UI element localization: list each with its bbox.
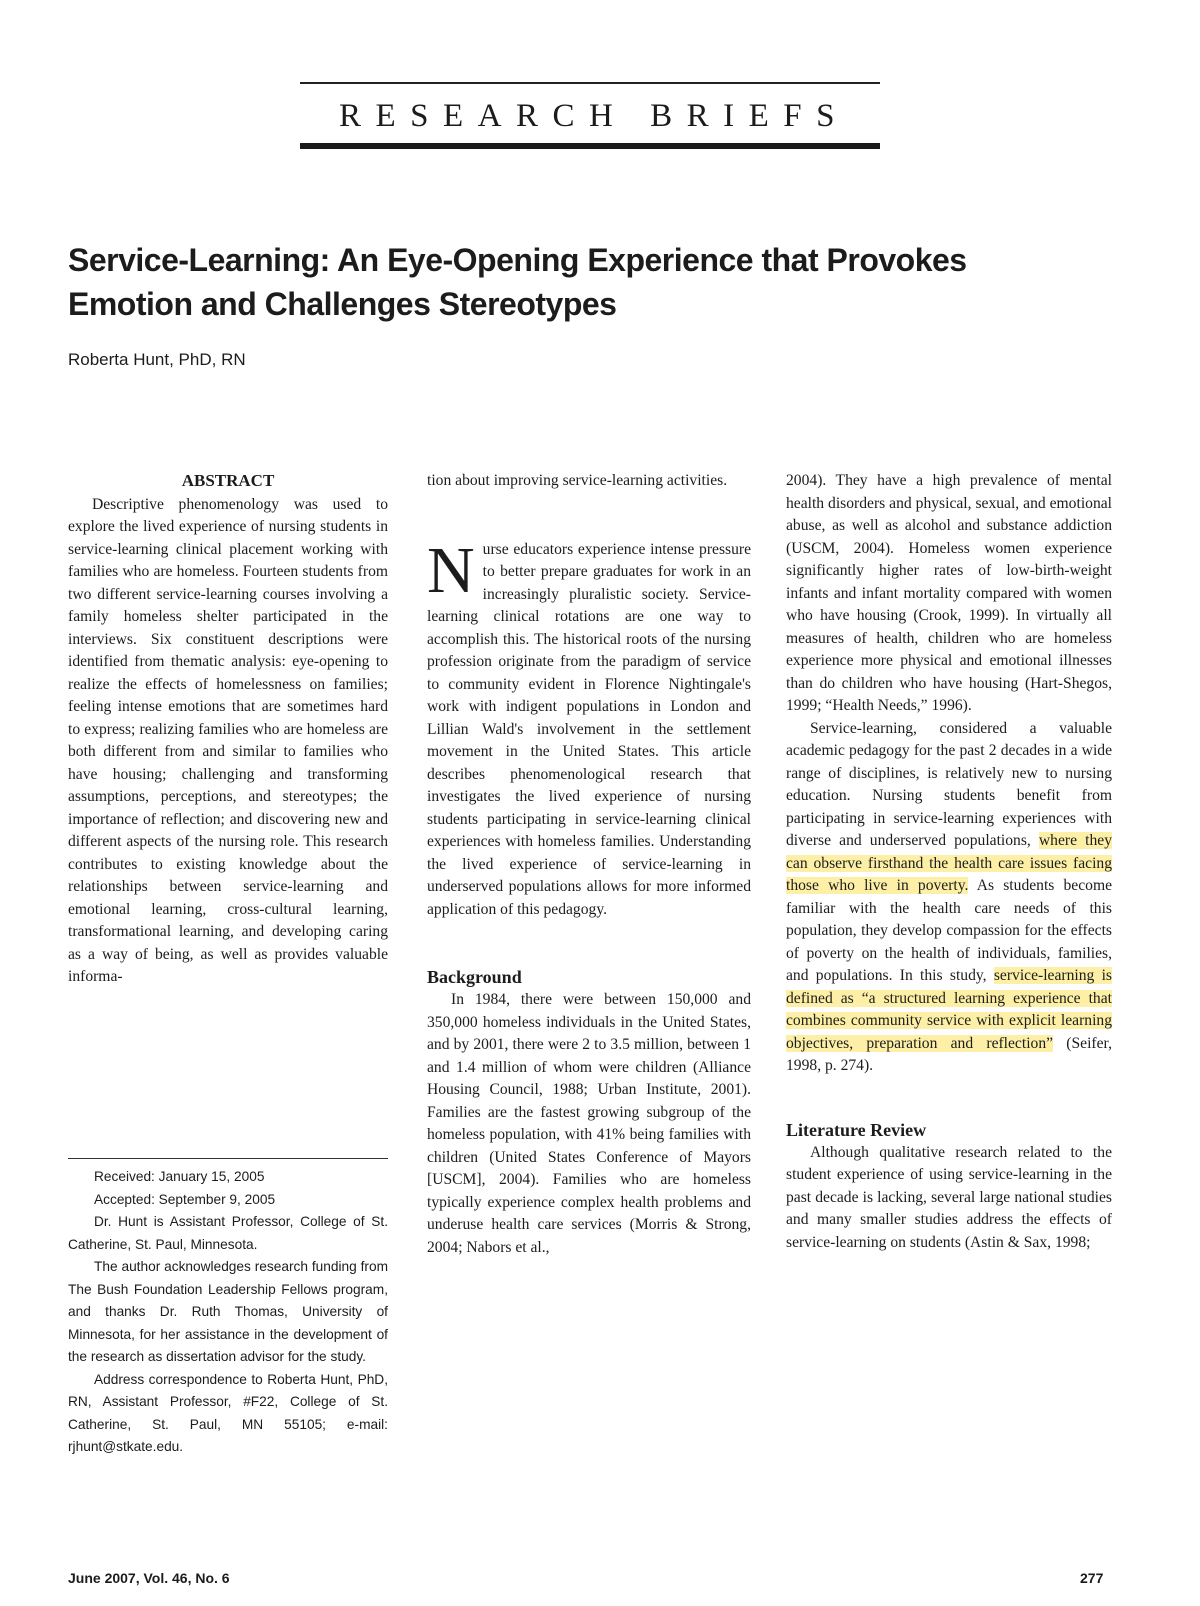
intro-text: urse educators experience intense pressure to better prepare graduates for work in an increasingly pluralistic society. Service-learning clinical rotations are one way to accomplish this. The historical roots of the nursing profession originate from the paradigm of service to community evident in Florence Nightingale's work with indigent populations in London and Lillian Wald's involvement in the settlement movement in the United States. This article describes phenomenological research that investigates the lived experience of nursing students participating in service-learning clinical experiences with homeless families. Understanding the lived experience of service-learning in underserved populations allows for more informed application of this pedagogy. <box>427 540 751 918</box>
background-continuation: 2004). They have a high prevalence of mental health disorders and physical, sexual, and emotional abuse, as well as alcohol and substance addiction (USCM, 2004). Homeless women experience significantly higher rates of low-birth-weight infants and infant mortality compared with women who have housing (Crook, 1999). In virtually all measures of health, children who are homeless experience more physical and emotional illnesses than do children who have housing (Hart-Shegos, 1999; “Health Needs,” 1996). <box>786 472 1112 714</box>
article-notes <box>68 1166 388 1459</box>
background-text: In 1984, there were between 150,000 and 350,000 homeless individuals in the United States, and by 2001, there were 2 to 3.5 million, between 1 and 1.4 million of whom were children (Alliance Housing Council, 1988; Urban Institute, 2001). Families are the fastest growing subgroup of the homeless population, with 41% being families with children (United States Conference of Mayors [USCM], 2004). Families who are homeless typically experience complex health problems and underuse health care services (Morris & Strong, 2004; Nabors et al., <box>427 991 751 1256</box>
paragraph-text: Service-learning, considered a valuable academic pedagogy for the past 2 decades in a wide range of disciplines, is relatively new to nursing education. Nursing students benefit from participating in service-learning experiences with diverse and underserved populations, <box>786 719 1112 849</box>
column-2 <box>427 470 751 1259</box>
literature-review-heading: Literature Review <box>786 1119 927 1140</box>
paragraph-text: (Seifer, 1998, p. 274). <box>786 1034 1112 1074</box>
title-line-2: Emotion and Challenges Stereotypes <box>68 286 617 322</box>
service-learning-paragraph <box>786 718 1112 1078</box>
highlighted-text: service-learning is defined as “a structured learning experience that combines community service with explicit learning objectives, preparation and reflection” <box>786 967 1112 1052</box>
paragraph-text: As students become familiar with the health care needs of this population, they develop compassion for the effects of poverty on the health of individuals, families, and populations. In this study, <box>786 877 1113 984</box>
title-line-1: Service-Learning: An Eye-Opening Experience that Provokes <box>68 242 967 278</box>
acknowledgment: The author acknowledges research funding from The Bush Foundation Leadership Fellows program, and thanks Dr. Ruth Thomas, University of Minnesota, for her assistance in the development of the research as dissertation advisor for the study. <box>68 1259 388 1364</box>
literature-review-text: Although qualitative research related to the student experience of using service-learning in the past decade is lacking, several large national studies and many smaller studies address the effects of service-learning on students (Astin & Sax, 1998; <box>786 1143 1112 1251</box>
journal-issue: June 2007, Vol. 46, No. 6 <box>68 1570 230 1586</box>
header-bottom-rule <box>300 143 880 149</box>
author-affiliation: Dr. Hunt is Assistant Professor, College of St. Catherine, St. Paul, Minnesota. <box>68 1214 388 1252</box>
column-3 <box>786 470 1112 1254</box>
abstract-continuation: tion about improving service-learning activities. <box>427 472 728 489</box>
abstract-heading: ABSTRACT <box>181 471 275 490</box>
accepted-date: Accepted: September 9, 2005 <box>94 1191 276 1207</box>
abstract-text: Descriptive phenomenology was used to explore the lived experience of nursing students in service-learning clinical placement working with families who are homeless. Fourteen students from two different service-learning courses involving a family homeless shelter participated in the interviews. Six constituent descriptions were identified from thematic analysis: eye-opening to realize the effects of homelessness on families; feeling intense emotions that are sometimes hard to express; realizing families who are homeless are both different from and similar to families who have housing; challenging and transforming assumptions, perceptions, and stereotypes; the importance of reflection; and discovering new and different aspects of the nursing role. This research contributes to existing knowledge about the relationships between service-learning and emotional learning, cross-cultural learning, transformational learning, and developing caring as a way of being, as well as provides valuable informa- <box>68 495 388 985</box>
footnote-separator <box>68 1158 388 1159</box>
correspondence-address: Address correspondence to Roberta Hunt, PhD, RN, Assistant Professor, #F22, College of St. Catherine, St. Paul, MN 55105; e-mail: rjhunt@stkate.edu. <box>68 1371 388 1454</box>
received-date: Received: January 15, 2005 <box>94 1169 265 1184</box>
page-number: 277 <box>1080 1570 1104 1586</box>
column-1 <box>68 470 388 989</box>
highlighted-text: where they can observe firsthand the health care issues facing those who live in poverty. <box>786 832 1112 894</box>
article-title <box>68 238 1128 326</box>
drop-cap: N <box>427 533 475 607</box>
section-header <box>300 82 880 149</box>
intro-paragraph <box>427 533 751 922</box>
background-heading: Background <box>427 967 522 987</box>
author-byline: Roberta Hunt, PhD, RN <box>68 350 246 369</box>
section-label: RESEARCH BRIEFS <box>339 98 849 134</box>
